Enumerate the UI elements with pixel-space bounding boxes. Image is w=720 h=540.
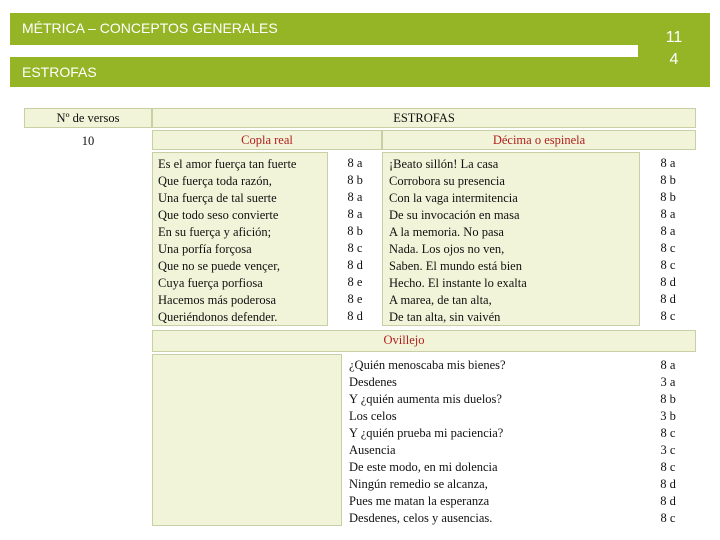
ovillejo-metrics-cell bbox=[640, 354, 696, 526]
verse-line: Una fuerça de tal suerte bbox=[158, 191, 277, 205]
verse-line: Que fuerça toda razón, bbox=[158, 174, 272, 188]
metric-label: 8 b bbox=[347, 224, 363, 238]
verse-line: De su invocación en masa bbox=[389, 208, 520, 222]
verse-line: ¡Beato sillón! La casa bbox=[389, 157, 499, 171]
metric-label: 8 a bbox=[347, 156, 363, 170]
ovillejo-title bbox=[152, 330, 696, 352]
metric-label: 8 a bbox=[347, 207, 363, 221]
verse-line: Que no se puede vençer, bbox=[158, 259, 281, 273]
column-header-versos: Nº de versos bbox=[24, 108, 152, 128]
verse-line: De tan alta, sin vaivén bbox=[389, 310, 501, 324]
verse-line: Hecho. El instante lo exalta bbox=[389, 276, 527, 290]
ovillejo-metrics bbox=[640, 354, 696, 527]
metric-label: 8 b bbox=[660, 173, 676, 187]
metric-label: 8 d bbox=[347, 258, 363, 272]
metric-label: 8 d bbox=[660, 494, 676, 508]
verse-line: Que todo seso convierte bbox=[158, 208, 279, 222]
verse-line: Los celos bbox=[349, 409, 397, 423]
page-number-line2: 4 bbox=[669, 51, 679, 68]
decima-metrics-cell bbox=[640, 152, 696, 326]
metric-label: 8 c bbox=[660, 258, 676, 272]
metric-label: 8 d bbox=[660, 292, 676, 306]
verse-line: Pues me matan la esperanza bbox=[349, 494, 490, 508]
verse-line: De este modo, en mi dolencia bbox=[349, 460, 498, 474]
metric-label: 8 d bbox=[660, 275, 676, 289]
metric-label: 8 e bbox=[347, 292, 363, 306]
copla-real-metrics-cell bbox=[328, 152, 382, 326]
copla-real-title: Copla real bbox=[152, 130, 382, 150]
metric-label: 8 c bbox=[660, 460, 676, 474]
metric-label: 8 a bbox=[660, 207, 676, 221]
metric-label: 8 a bbox=[660, 358, 676, 372]
verse-line: Con la vaga intermitencia bbox=[389, 191, 518, 205]
metric-label: 8 b bbox=[660, 190, 676, 204]
verse-line: Una porfía forçosa bbox=[158, 242, 252, 256]
verse-line: Cuya fuerça porfiosa bbox=[158, 276, 263, 290]
metric-label: 8 c bbox=[660, 241, 676, 255]
ovillejo-verses-cell bbox=[342, 354, 640, 526]
metric-label: 8 d bbox=[660, 477, 676, 491]
metric-label: 8 c bbox=[660, 511, 676, 525]
verse-line: Es el amor fuerça tan fuerte bbox=[158, 157, 297, 171]
section-subtitle: ESTROFAS bbox=[10, 57, 638, 87]
verse-line: A marea, de tan alta, bbox=[389, 293, 492, 307]
copla-real-metrics bbox=[328, 152, 382, 325]
verse-line: Queriéndonos defender. bbox=[158, 310, 278, 324]
verse-line: Ausencia bbox=[349, 443, 396, 457]
decima-verses bbox=[383, 153, 639, 326]
ovillejo-blank-cell bbox=[152, 354, 342, 526]
decima-verses-cell bbox=[382, 152, 640, 326]
metric-label: 8 a bbox=[660, 224, 676, 238]
page-number-line1: 11 bbox=[665, 29, 683, 46]
verse-line: ¿Quién menoscaba mis bienes? bbox=[349, 358, 506, 372]
verse-line: Y ¿quién prueba mi paciencia? bbox=[349, 426, 504, 440]
ovillejo-title-text: Ovillejo bbox=[383, 333, 425, 347]
verse-line: Nada. Los ojos no ven, bbox=[389, 242, 505, 256]
column-header-estrofas: ESTROFAS bbox=[152, 108, 696, 128]
verse-line: Desdenes bbox=[349, 375, 397, 389]
metric-label: 8 b bbox=[347, 173, 363, 187]
metric-label: 8 a bbox=[660, 156, 676, 170]
verse-line: Corrobora su presencia bbox=[389, 174, 505, 188]
copla-real-verses-cell bbox=[152, 152, 328, 326]
page-number-badge bbox=[638, 13, 710, 87]
verse-line: Hacemos más poderosa bbox=[158, 293, 277, 307]
verse-line: Saben. El mundo está bien bbox=[389, 259, 522, 273]
metric-label: 8 d bbox=[347, 309, 363, 323]
metric-label: 8 c bbox=[660, 426, 676, 440]
versos-count: 10 bbox=[81, 134, 95, 148]
metric-label: 8 b bbox=[660, 392, 676, 406]
copla-real-verses bbox=[153, 153, 327, 326]
metric-label: 8 e bbox=[347, 275, 363, 289]
verse-line: Desdenes, celos y ausencias. bbox=[349, 511, 493, 525]
verse-line: A la memoria. No pasa bbox=[389, 225, 504, 239]
decima-title: Décima o espinela bbox=[382, 130, 696, 150]
metric-label: 8 c bbox=[347, 241, 363, 255]
verse-line: Y ¿quién aumenta mis duelos? bbox=[349, 392, 502, 406]
verse-line: Ningún remedio se alcanza, bbox=[349, 477, 488, 491]
metric-label: 8 a bbox=[347, 190, 363, 204]
metric-label: 8 c bbox=[660, 309, 676, 323]
metric-label: 3 b bbox=[660, 409, 676, 423]
metric-label: 3 c bbox=[660, 443, 676, 457]
metric-label: 3 a bbox=[660, 375, 676, 389]
decima-metrics bbox=[640, 152, 696, 325]
ovillejo-verses bbox=[342, 354, 640, 527]
verse-line: En su fuerça y afición; bbox=[158, 225, 272, 239]
page-title: MÉTRICA – CONCEPTOS GENERALES bbox=[10, 13, 638, 45]
